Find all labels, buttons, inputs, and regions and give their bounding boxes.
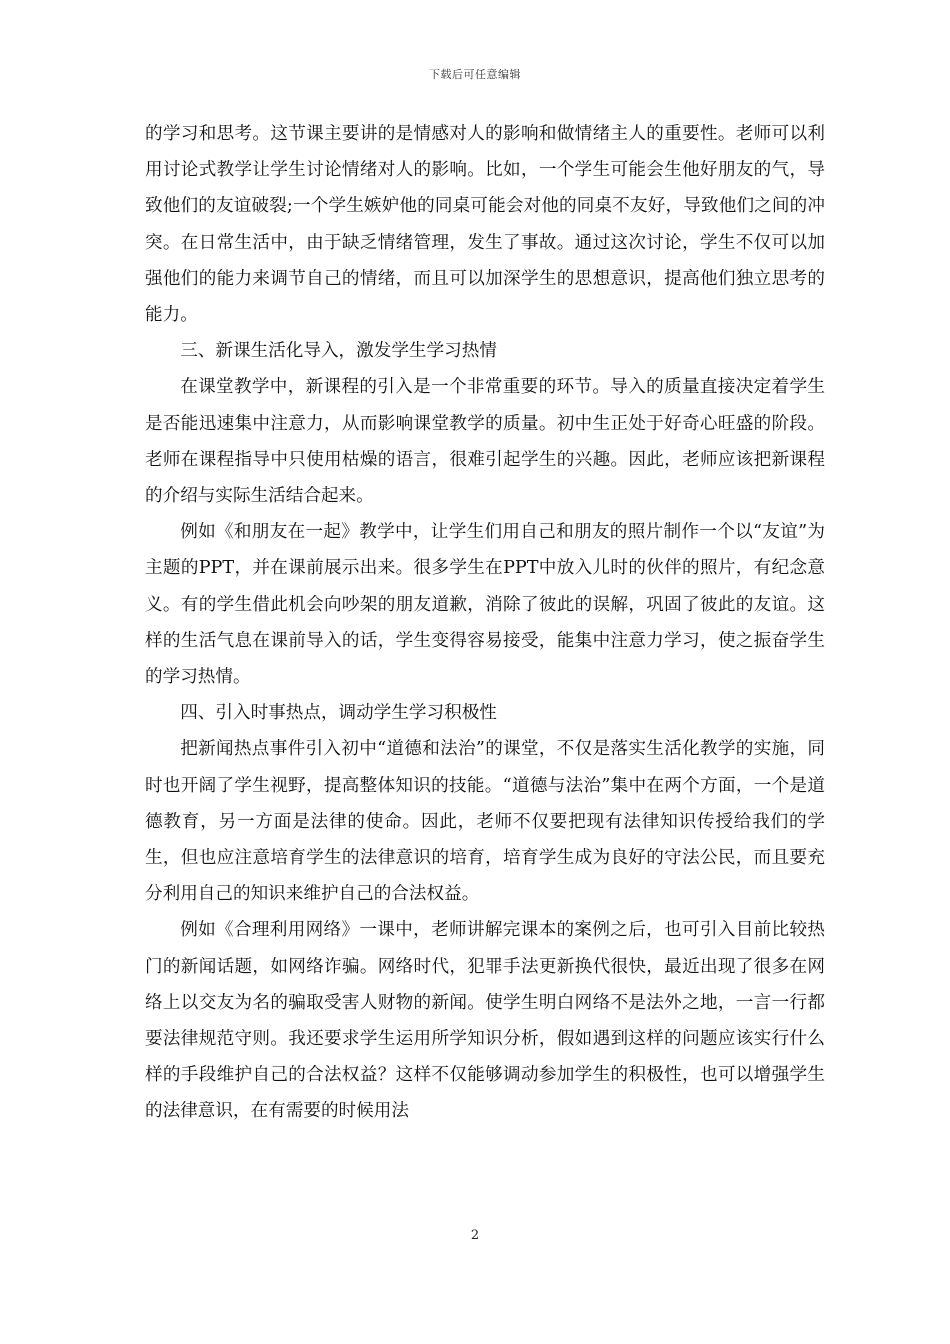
paragraph: 例如《合理利用网络》一课中，老师讲解完课本的案例之后，也可引入目前比较热门的新闻话题，如网络诈骗。网络时代，犯罪手法更新换代很快，最近出现了很多在网络上以交友为名的骗取受害人财物的新闻。使学生明白网络不是法外之地，一言一行都要法律规范守则。我还要求学生运用所学知识分析，假如遇到这样的问题应该实行什么样的手段维护自己的合法权益？这样不仅能够调动参加学生的积极性，也可以增强学生的法律意识，在有需要的时候用法 (145, 920, 825, 1122)
page-header: 下载后可任意编辑 (429, 68, 521, 81)
paragraph-continuation: 的学习和思考。这节课主要讲的是情感对人的影响和做情绪主人的重要性。老师可以利用讨论式教学让学生讨论情绪对人的影响。比如，一个学生可能会生他好朋友的气，导致他们的友谊破裂;一个学生嫉妒他的同桌可能会对他的同桌不友好，导致他们之间的冲突。在日常生活中，由于缺乏情绪管理，发生了事故。通过这次讨论，学生不仅可以加强他们的能力来调节自己的情绪，而且可以加深学生的思想意识，提高他们独立思考的能力。 (145, 124, 825, 326)
document-body (145, 116, 825, 1130)
paragraph: 在课堂教学中，新课程的引入是一个非常重要的环节。导入的质量直接决定着学生是否能迅速集中注意力，从而影响课堂教学的质量。初中生正处于好奇心旺盛的阶段。老师在课程指导中只使用枯燥的语言，很难引起学生的兴趣。因此，老师应该把新课程的介绍与实际生活结合起来。 (145, 377, 825, 507)
section-heading-3: 三、新课生活化导入，激发学生学习热情 (180, 341, 497, 362)
page-number: 2 (470, 1228, 480, 1243)
section-heading-4: 四、引入时事热点，调动学生学习积极性 (180, 703, 497, 724)
paragraph: 把新闻热点事件引入初中“道德和法治”的课堂，不仅是落实生活化教学的实施，同时也开阔了学生视野，提高整体知识的技能。“道德与法治”集中在两个方面，一个是道德教育，另一方面是法律的使命。因此，老师不仅要把现有法律知识传授给我们的学生，但也应注意培育学生的法律意识的培育，培育学生成为良好的守法公民，而且要充分利用自己的知识来维护自己的合法权益。 (145, 739, 825, 905)
paragraph: 例如《和朋友在一起》教学中，让学生们用自己和朋友的照片制作一个以“友谊”为主题的PPT，并在课前展示出来。很多学生在PPT中放入儿时的伙伴的照片，有纪念意义。有的学生借此机会向吵架的朋友道歉，消除了彼此的误解，巩固了彼此的友谊。这样的生活气息在课前导入的话，学生变得容易接受，能集中注意力学习，使之振奋学生的学习热情。 (145, 522, 825, 688)
